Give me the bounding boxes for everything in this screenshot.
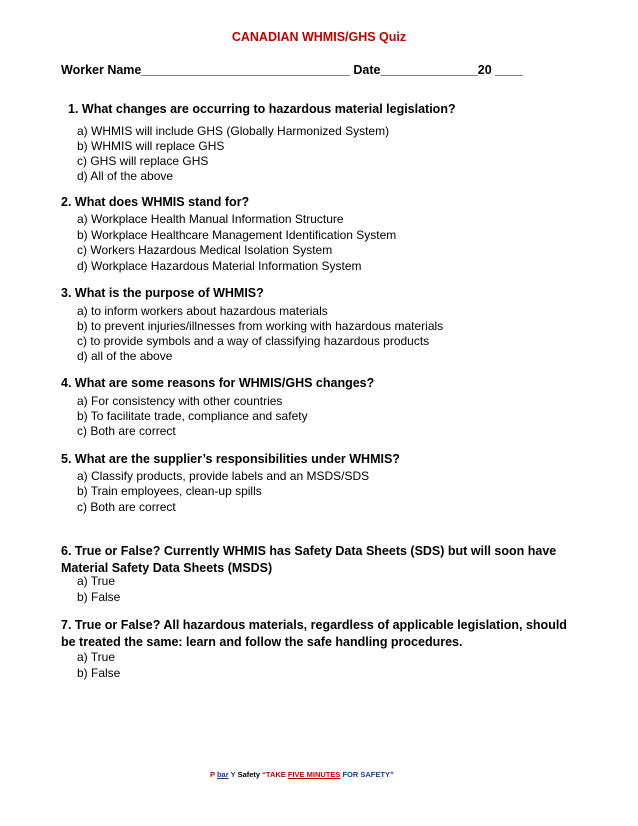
question-6: 6. True or False? Currently WHMIS has Safety Data Sheets (SDS) but will soon have Material Safety Data Sheets (MSDS) (61, 544, 557, 575)
question-3: 3. What is the purpose of WHMIS? (61, 286, 264, 300)
question-1-option-c: c) GHS will replace GHS (77, 154, 209, 168)
question-5: 5. What are the supplier’s responsibilities under WHMIS? (61, 452, 400, 466)
question-1: 1. What changes are occurring to hazardous material legislation? (68, 102, 456, 116)
question-2-option-c: c) Workers Hazardous Medical Isolation System (77, 243, 333, 257)
question-2-option-d: d) Workplace Hazardous Material Information System (77, 259, 362, 273)
footer-slogan-five-minutes: FIVE MINUTES (287, 770, 341, 779)
footer-logo-safety: Safety (237, 770, 261, 779)
question-2: 2. What does WHMIS stand for? (61, 195, 250, 209)
question-6-option-b: b) False (77, 590, 121, 604)
footer-slogan-for-safety: FOR SAFETY” (340, 770, 394, 779)
footer-logo-bar: bar (216, 770, 229, 779)
footer-slogan-open: “TAKE (262, 770, 288, 779)
question-5-option-b: b) Train employees, clean-up spills (77, 484, 262, 498)
question-4: 4. What are some reasons for WHMIS/GHS changes? (61, 376, 375, 390)
question-4-option-c: c) Both are correct (77, 424, 176, 438)
question-6-option-a: a) True (77, 574, 116, 588)
question-1-option-b: b) WHMIS will replace GHS (77, 139, 225, 153)
question-3-option-d: d) all of the above (77, 349, 173, 363)
quiz-title: CANADIAN WHMIS/GHS Quiz (231, 30, 407, 44)
question-5-option-c: c) Both are correct (77, 500, 176, 514)
footer-logo-y: Y (230, 770, 236, 779)
worker-name-date-line: Worker Name______________________________ Date______________20 ____ (61, 63, 523, 77)
question-7-option-b: b) False (77, 666, 121, 680)
question-4-option-a: a) For consistency with other countries (77, 394, 283, 408)
question-7-option-a: a) True (77, 650, 116, 664)
question-1-option-d: d) All of the above (77, 169, 174, 183)
footer-logo-slogan (210, 770, 394, 779)
question-2-option-b: b) Workplace Healthcare Management Identification System (77, 228, 397, 242)
question-7: 7. True or False? All hazardous materials, regardless of applicable legislation, should be treated the same: learn and follow the safe handling procedures. (61, 618, 567, 649)
footer-logo-p: P (210, 770, 215, 779)
question-2-option-a: a) Workplace Health Manual Information Structure (77, 212, 344, 226)
question-3-option-c: c) to provide symbols and a way of classifying hazardous products (77, 334, 430, 348)
question-5-option-a: a) Classify products, provide labels and an MSDS/SDS (77, 469, 370, 483)
question-1-option-a: a) WHMIS will include GHS (Globally Harmonized System) (77, 124, 390, 138)
question-3-option-b: b) to prevent injuries/illnesses from working with hazardous materials (77, 319, 444, 333)
question-3-option-a: a) to inform workers about hazardous materials (77, 304, 328, 318)
question-4-option-b: b) To facilitate trade, compliance and safety (77, 409, 308, 423)
